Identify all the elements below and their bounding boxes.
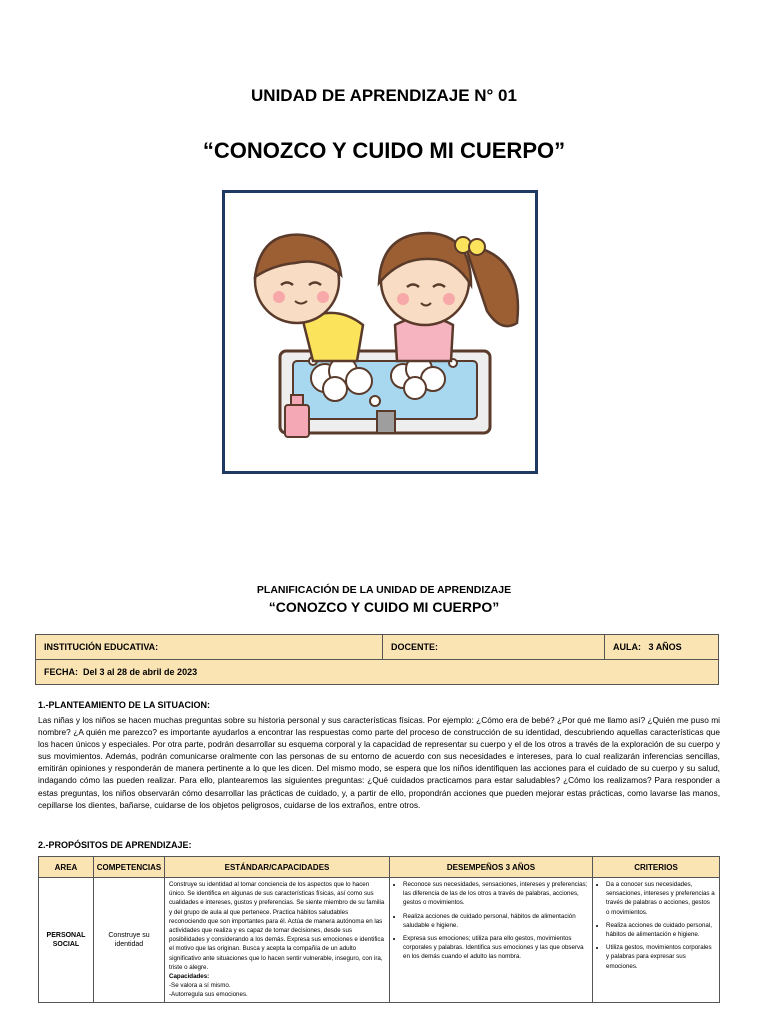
fecha-value: Del 3 al 28 de abril de 2023	[83, 667, 198, 677]
planning-title: “CONOZCO Y CUIDO MI CUERPO”	[268, 599, 500, 615]
criterio-item: • Da a conocer sus necesidades, sensaciones, intereses y preferencias a través de palabras o acciones, gestos o movimientos.	[606, 880, 715, 917]
info-table	[35, 634, 719, 685]
purposes-table	[38, 856, 720, 1003]
aula-value: 3 AÑOS	[648, 642, 682, 652]
institucion-cell	[36, 635, 383, 660]
area-cell: PERSONAL SOCIAL	[39, 878, 94, 1003]
docente-label: DOCENTE:	[391, 642, 438, 652]
unit-title: UNIDAD DE APRENDIZAJE N° 01	[251, 86, 517, 105]
criterio-item: • Realiza acciones de cuidado personal, hábitos de alimentación e higiene.	[606, 921, 715, 939]
docente-cell	[383, 635, 605, 660]
header-area: AREA	[39, 857, 94, 878]
header-desempenos: DESEMPEÑOS 3 AÑOS	[390, 857, 593, 878]
institucion-label: INSTITUCIÓN EDUCATIVA:	[44, 642, 159, 652]
desempeno-item: • Reconoce sus necesidades, sensaciones, intereses y preferencias; las diferencia de las de los otros a través de palabras, acciones, gestos o movimientos.	[403, 880, 588, 908]
aula-cell	[605, 635, 719, 660]
header-estandar: ESTÁNDAR/CAPACIDADES	[165, 857, 390, 878]
fecha-cell	[36, 660, 719, 685]
unit-name: “CONOZCO Y CUIDO MI CUERPO”	[202, 138, 566, 163]
section2-title: 2.-PROPÓSITOS DE APRENDIZAJE:	[38, 840, 192, 850]
fecha-label: FECHA:	[44, 667, 78, 677]
desempenos-cell	[390, 878, 593, 1003]
header-criterios: CRITERIOS	[593, 857, 720, 878]
children-washing-hands-illustration	[225, 193, 535, 471]
header-competencias: COMPETENCIAS	[94, 857, 165, 878]
illustration-frame	[222, 190, 538, 474]
criterios-cell	[593, 878, 720, 1003]
estandar-cell	[165, 878, 390, 1003]
desempeno-item: • Expresa sus emociones; utiliza para ello gestos, movimientos corporales y palabras. Identifica sus emociones y las que observa en los demás cuando el adulto las nombra.	[403, 934, 588, 962]
capacidad-item: -Se valora a sí mismo.	[169, 982, 231, 990]
table-row	[39, 878, 720, 1003]
competencia-cell: Construye su identidad	[94, 878, 165, 1003]
aula-label: AULA:	[613, 642, 641, 652]
planning-heading: PLANIFICACIÓN DE LA UNIDAD DE APRENDIZAJE	[256, 584, 512, 596]
section1-text: Las niñas y los niños se hacen muchas preguntas sobre su historia personal y sus características físicas. Por ejemplo: ¿Cómo era de bebé? ¿Por qué me llamo así? ¿Quién me puso mi nombre? ¿A quién me parezco? es importante ayudarlos a encontrar las respuestas como parte del proceso de construcción de su identidad, descubriendo aquellas características que los hacen únicos y especiales. Por otra parte, podrán desarrollar su esquema corporal y la capacidad de representar su cuerpo y el de los otros a través de la exploración de su cuerpo y sus movimientos. Además, podrán comunicarse oralmente con las personas de su entorno de acuerdo con sus necesidades e intereses, para lo cual realizarán inferencias sencillas, emitirán opiniones y responderán de manera pertinente a lo que les dicen. Del mismo modo, se espera que los niños identifiquen las acciones para el cuidado de su cuerpo y su salud, indagando cómo las pueden realizar. Para ello, plantearemos las siguientes preguntas: ¿Qué cuidados practicamos para estar saludables? ¿Cómo los realizamos? Para responder a estas preguntas, los niños observarán cómo desarrollar las prácticas de cuidado, y, a partir de ello, propondrán acciones que pueden mejorar estas prácticas, como lavarse las manos, cepillarse los dientes, bañarse, cuidarse de los objetos peligrosos, cuidarse de los extraños, entre otros.	[38, 715, 720, 810]
desempeno-item: • Realiza acciones de cuidado personal, hábitos de alimentación saludable e higiene.	[403, 912, 588, 930]
capacidad-item: -Autorregula sus emociones.	[169, 991, 248, 999]
criterio-item: • Utiliza gestos, movimientos corporales y palabras para expresar sus emociones.	[606, 943, 715, 971]
estandar-text: Construye su identidad al tomar conciencia de los aspectos que lo hacen único. Se identifica en algunas de sus características físicas, así como sus cualidades e intereses, gustos y preferencias. Se siente miembro de su familia y del grupo de aula al que pertenece. Practica hábitos saludables reconociendo que son importantes para él. Actúa de manera autónoma en las actividades que realiza y es capaz de tomar decisiones, desde sus posibilidades y considerando a los demás. Expresa sus emociones e identifica el motivo que las originan. Busca y acepta la compañía de un adulto significativo ante situaciones que lo hacen sentir vulnerable, inseguro, con ira, triste o alegre.	[169, 881, 385, 971]
section1-title: 1.-PLANTEAMIENTO DE LA SITUACION:	[38, 700, 211, 710]
capacidades-label: Capacidades:	[169, 973, 210, 981]
